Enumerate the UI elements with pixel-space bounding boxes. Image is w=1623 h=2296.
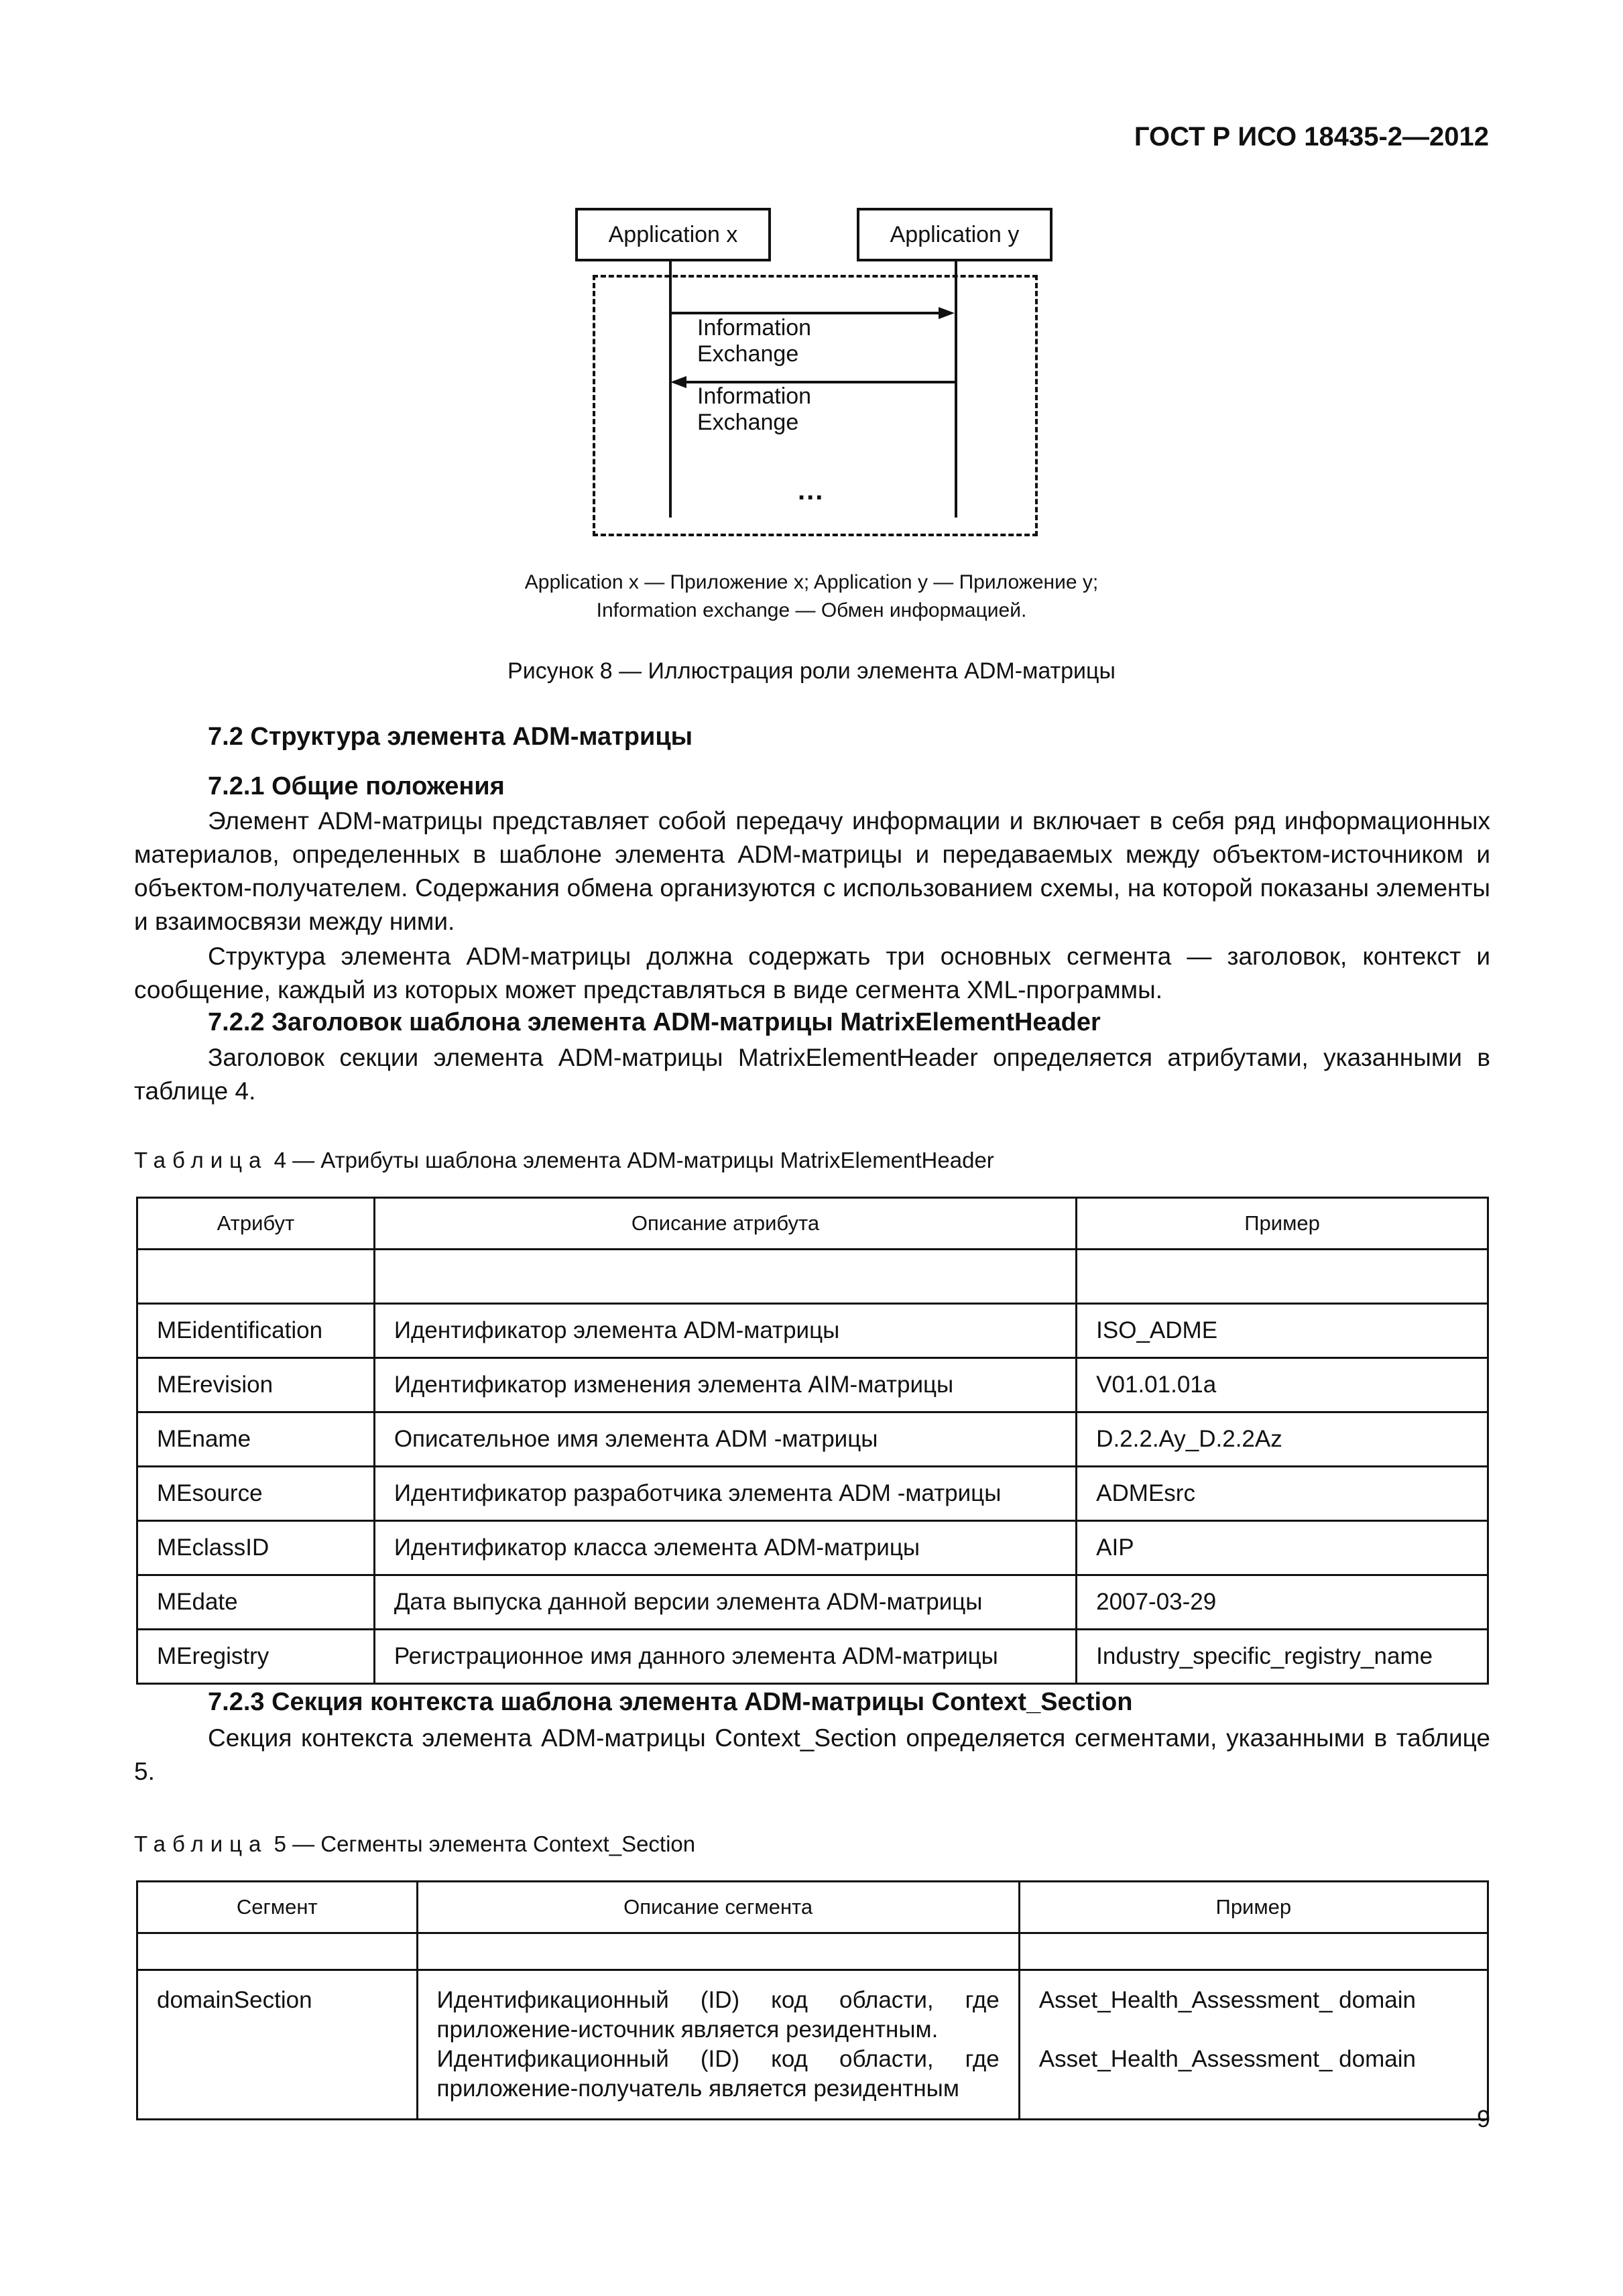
section-7-2-title: 7.2 Структура элемента ADM-матрицы [208, 723, 693, 751]
document-id: ГОСТ Р ИСО 18435-2—2012 [1134, 122, 1489, 152]
table-row [137, 1358, 1488, 1412]
ellipsis: ... [798, 476, 825, 505]
application-x-box: Application x [575, 208, 771, 261]
table-cell: Идентификатор элемента ADM-матрицы [374, 1304, 1076, 1358]
section-7-2-1-title: 7.2.1 Общие положения [208, 772, 505, 800]
table-cell: Регистрационное имя данного элемента ADM-матрицы [374, 1630, 1076, 1684]
column-header: Сегмент [137, 1882, 418, 1933]
table-cell: 2007-03-29 [1077, 1575, 1488, 1630]
segment-description-source: Идентификационный (ID) код области, где приложение-источник является резидентным. [436, 1987, 1000, 2043]
arrowhead-left [670, 376, 686, 388]
table-cell: MErevision [137, 1358, 375, 1412]
table-cell [1019, 1970, 1488, 2120]
table-cell: Industry_specific_registry_name [1077, 1630, 1488, 1684]
table-cell: AIP [1077, 1521, 1488, 1575]
header-separator [137, 1933, 1488, 1970]
table-cell: ADMEsrc [1077, 1467, 1488, 1521]
column-header: Описание сегмента [417, 1882, 1019, 1933]
paragraph-7-2-2: Заголовок секции элемента ADM-матрицы MatrixElementHeader определяется атрибутами, указанными в таблице 4. [134, 1044, 1490, 1105]
table-cell: MEidentification [137, 1304, 375, 1358]
table-row [137, 1630, 1488, 1684]
table-cell: Дата выпуска данной версии элемента ADM-матрицы [374, 1575, 1076, 1630]
table-header-row [137, 1882, 1488, 1933]
table-5 [136, 1880, 1489, 2120]
page-number: 9 [1476, 2105, 1490, 2132]
legend-line-2: Information exchange — Обмен информацией. [596, 599, 1027, 621]
table-row [137, 1521, 1488, 1575]
column-header: Атрибут [137, 1198, 375, 1250]
table-row [137, 1412, 1488, 1467]
table-row [137, 1575, 1488, 1630]
legend-line-1: Application x — Приложение x; Application y — Приложение y; [524, 571, 1099, 593]
application-y-box: Application y [857, 208, 1053, 261]
segment-description-target: Идентификационный (ID) код области, где приложение-получатель является резидентным [436, 2046, 1000, 2102]
table-cell: MEdate [137, 1575, 375, 1630]
column-header: Пример [1019, 1882, 1488, 1933]
table-5-caption: Таблица 5 — Сегменты элемента Context_Section [134, 1831, 696, 1856]
figure-caption: Рисунок 8 — Иллюстрация роли элемента ADM-матрицы [507, 658, 1116, 684]
message-label-1: Information Exchange [697, 315, 812, 367]
table-header-row [137, 1198, 1488, 1250]
table-cell: Описательное имя элемента ADM -матрицы [374, 1412, 1076, 1467]
column-header: Описание атрибута [374, 1198, 1076, 1250]
table-cell: domainSection [137, 1970, 418, 2120]
paragraph-7-2-1-a: Элемент ADM-матрицы представляет собой передачу информации и включает в себя ряд информационных материалов, определенных в шаблоне элемента ADM-матрицы и передаваемых между объектом-источником и объектом-получателем. Содержания обмена организуются с использованием схемы, на которой показаны элементы и взаимосвязи между ними. [134, 807, 1490, 935]
paragraph-7-2-1-b: Структура элемента ADM-матрицы должна содержать три основных сегмента — заголовок, контекст и сообщение, каждый из которых может представляться в виде сегмента XML-программы. [134, 943, 1490, 1004]
section-7-2-2-title: 7.2.2 Заголовок шаблона элемента ADM-матрицы MatrixElementHeader [208, 1008, 1101, 1036]
message-label-2: Information Exchange [697, 383, 812, 435]
table-cell: MEsource [137, 1467, 375, 1521]
figure-legend [0, 568, 1623, 625]
table-cell: ISO_ADME [1077, 1304, 1488, 1358]
table-cell: Идентификатор изменения элемента AIM-матрицы [374, 1358, 1076, 1412]
table-row [137, 1970, 1488, 2120]
section-7-2-3-title: 7.2.3 Секция контекста шаблона элемента ADM-матрицы Context_Section [208, 1688, 1133, 1716]
table-cell: V01.01.01a [1077, 1358, 1488, 1412]
column-header: Пример [1077, 1198, 1488, 1250]
table-cell: D.2.2.Ay_D.2.2Az [1077, 1412, 1488, 1467]
table-cell [417, 1970, 1019, 2120]
exchange-arrows [0, 0, 1623, 603]
table-cell: MEname [137, 1412, 375, 1467]
table-4-caption: Таблица 4 — Атрибуты шаблона элемента ADM-матрицы MatrixElementHeader [134, 1148, 994, 1172]
table-4 [136, 1197, 1489, 1685]
table-row [137, 1304, 1488, 1358]
example-target: Asset_Health_Assessment_ domain [1038, 2046, 1416, 2072]
table-cell: MEclassID [137, 1521, 375, 1575]
table-row [137, 1467, 1488, 1521]
table-cell: Идентификатор разработчика элемента ADM -матрицы [374, 1467, 1076, 1521]
paragraph-7-2-3: Секция контекста элемента ADM-матрицы Context_Section определяется сегментами, указанными в таблице 5. [134, 1724, 1490, 1785]
example-source: Asset_Health_Assessment_ domain [1038, 1987, 1416, 2013]
arrowhead-right [939, 307, 955, 319]
table-cell: MEregistry [137, 1630, 375, 1684]
header-separator [137, 1250, 1488, 1304]
table-cell: Идентификатор класса элемента ADM-матрицы [374, 1521, 1076, 1575]
